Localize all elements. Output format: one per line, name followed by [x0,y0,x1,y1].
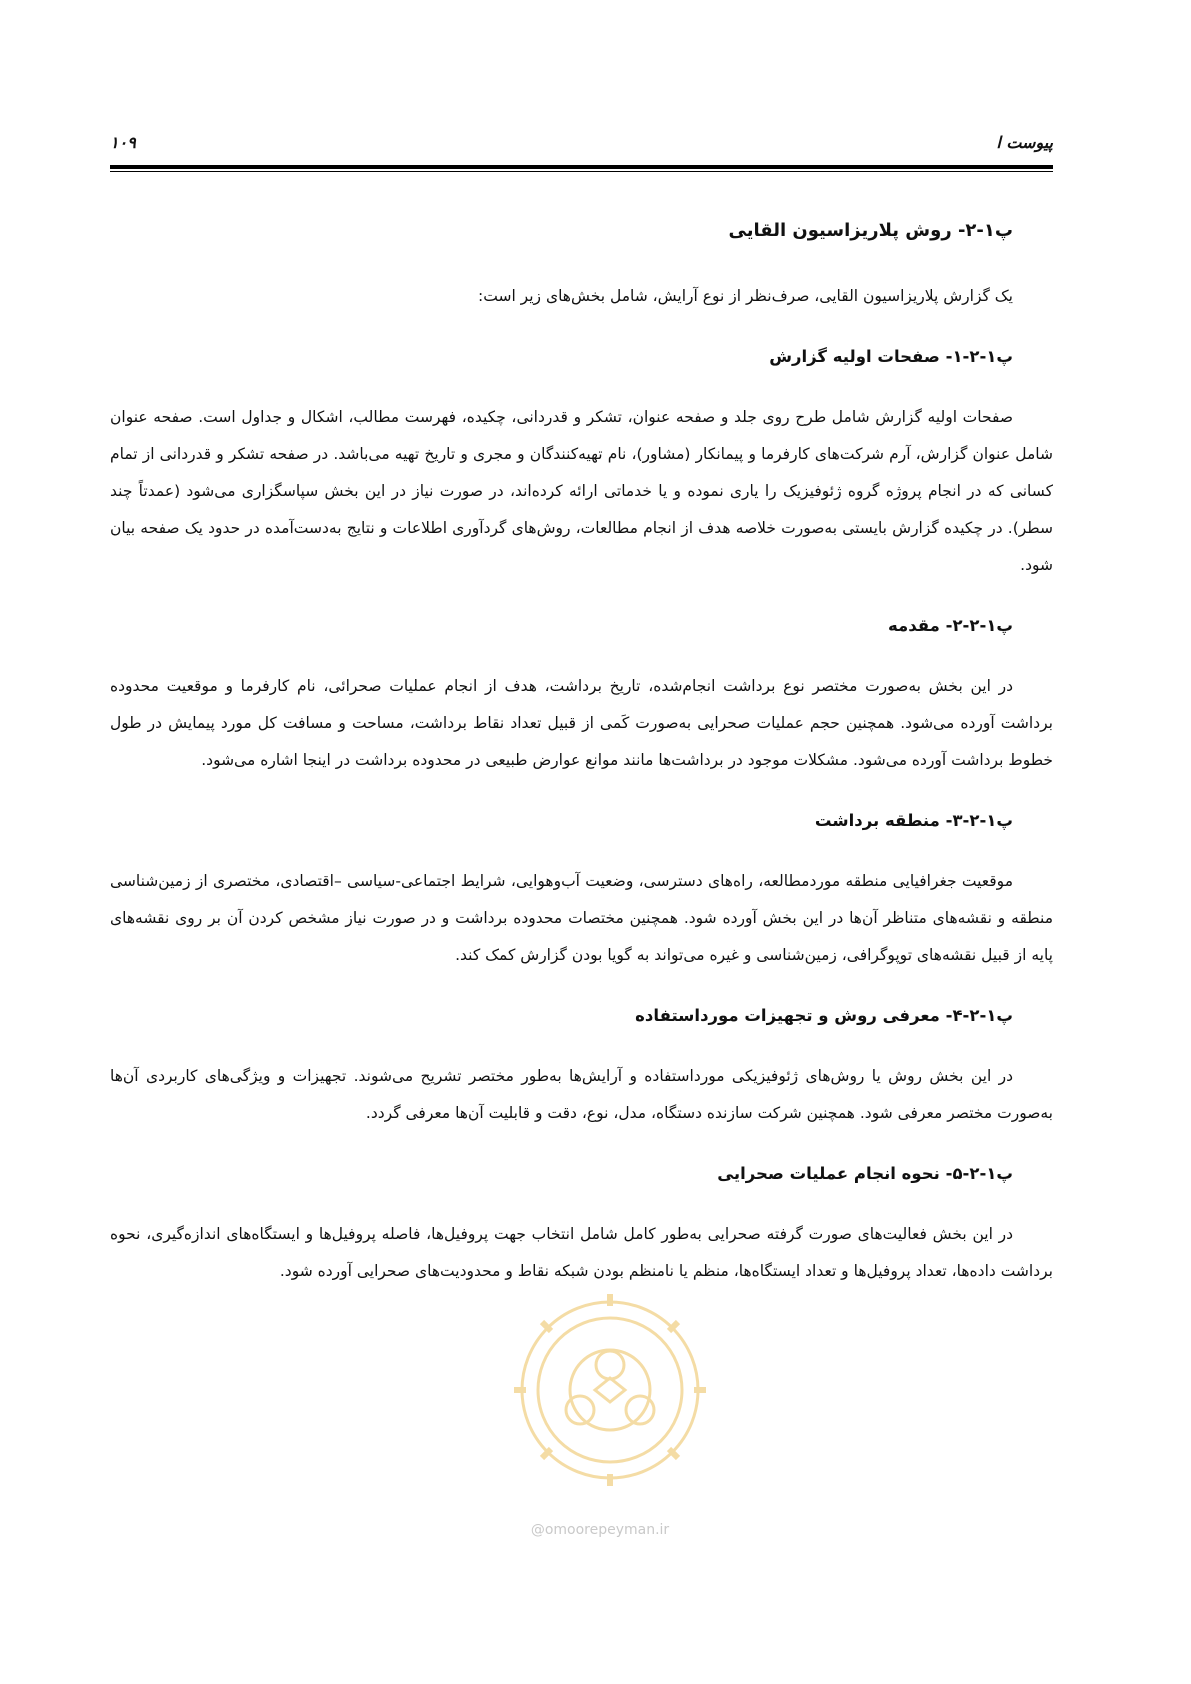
subsection-body-methods-equipment: در این بخش روش یا روش‌های ژئوفیزیکی مورداستفاده و آرایش‌ها به‌طور مختصر تشریح می‌شوند. تجهیزات و ویژگی‌های کاربردی آن‌ها به‌صورت مختصر معرفی شود. همچنین شرکت سازنده دستگاه، مدل، نوع، دقت و قابلیت آن‌ها معرفی گردد. [110,1067,1053,1122]
subsection-title-methods-equipment: پ۱-۲-۴- معرفی روش و تجهیزات مورداستفاده [635,1006,1013,1025]
watermark-url: @omoorepeyman.ir [530,1522,670,1538]
subsection-title-field-operations: پ۱-۲-۵- نحوه انجام عملیات صحرایی [717,1164,1013,1183]
subsection-title-survey-area: پ۱-۲-۳- منطقه برداشت [814,811,1013,830]
section-intro: یک گزارش پلاریزاسیون القایی، صرف‌نظر از نوع آرایش، شامل بخش‌های زیر است: [478,287,1013,305]
page-number: ۱۰۹ [110,133,136,152]
appendix-label: پیوست ا [996,133,1053,152]
subsection-title-initial-pages: پ۱-۲-۱- صفحات اولیه گزارش [769,347,1013,366]
page-content [110,214,1053,1316]
gear-seal-logo-icon [510,1290,710,1490]
page-header [110,128,1053,158]
header-rule-thin [110,171,1053,172]
subsection-title-introduction: پ۱-۲-۲- مقدمه [888,616,1013,635]
section-title: پ۱-۲- روش پلاریزاسیون القایی [728,220,1013,241]
subsection-body-survey-area: موقعیت جغرافیایی منطقه موردمطالعه، راه‌های دسترسی، وضعیت آب‌وهوایی، شرایط اجتماعی-سیاسی –اقتصادی، مختصری از زمین‌شناسی منطقه و نقشه‌های متناظر آن‌ها در این بخش آورده شود. همچنین مختصات محدوده برداشت و در صورت نیاز مشخص کردن آن بر روی نقشه‌های پایه از قبیل نقشه‌های توپوگرافی، زمین‌شناسی و غیره می‌تواند به گویا بودن گزارش کمک کند. [110,872,1053,964]
subsection-body-initial-pages: صفحات اولیه گزارش شامل طرح روی جلد و صفحه عنوان، تشکر و قدردانی، چکیده، فهرست مطالب، اشکال و جداول است. صفحه عنوان شامل عنوان گزارش، آرم شرکت‌های کارفرما و پیمانکار (مشاور)، نام تهیه‌کنندگان و مجری و تاریخ تهیه می‌باشد. در صفحه تشکر و قدردانی از تمام کسانی که در انجام پروژه گروه ژئوفیزیک را یاری نموده و یا خدماتی ارائه کرده‌اند، در صورت نیاز در این بخش سپاسگزاری می‌شود (عمدتاً چند سطر). در چکیده گزارش بایستی به‌صورت خلاصه هدف از انجام مطالعات، روش‌های گردآوری اطلاعات و نتایج به‌دست‌آمده در حدود یک صفحه بیان شود. [110,408,1053,574]
subsection-body-introduction: در این بخش به‌صورت مختصر نوع برداشت انجام‌شده، تاریخ برداشت، هدف از انجام عملیات صحرائی، نام کارفرما و موقعیت محدوده برداشت آورده می‌شود. همچنین حجم عملیات صحرایی به‌صورت کَمی از قبیل تعداد نقاط برداشت، مساحت و مسافت کل مورد پیمایش در طول خطوط برداشت آورده می‌شود. مشکلات موجود در برداشت‌ها مانند موانع عوارض طبیعی در محدوده برداشت در اینجا اشاره می‌شود. [110,677,1053,769]
subsection-body-field-operations: در این بخش فعالیت‌های صورت گرفته صحرایی به‌طور کامل شامل انتخاب جهت پروفیل‌ها، فاصله پروفیل‌ها و ایستگاه‌های اندازه‌گیری، نحوه برداشت داده‌ها، تعداد پروفیل‌ها و تعداد ایستگاه‌ها، منظم یا نامنظم بودن شبکه نقاط و محدودیت‌های صحرایی آورده شود. [110,1225,1053,1280]
header-rule-thick [110,165,1053,169]
